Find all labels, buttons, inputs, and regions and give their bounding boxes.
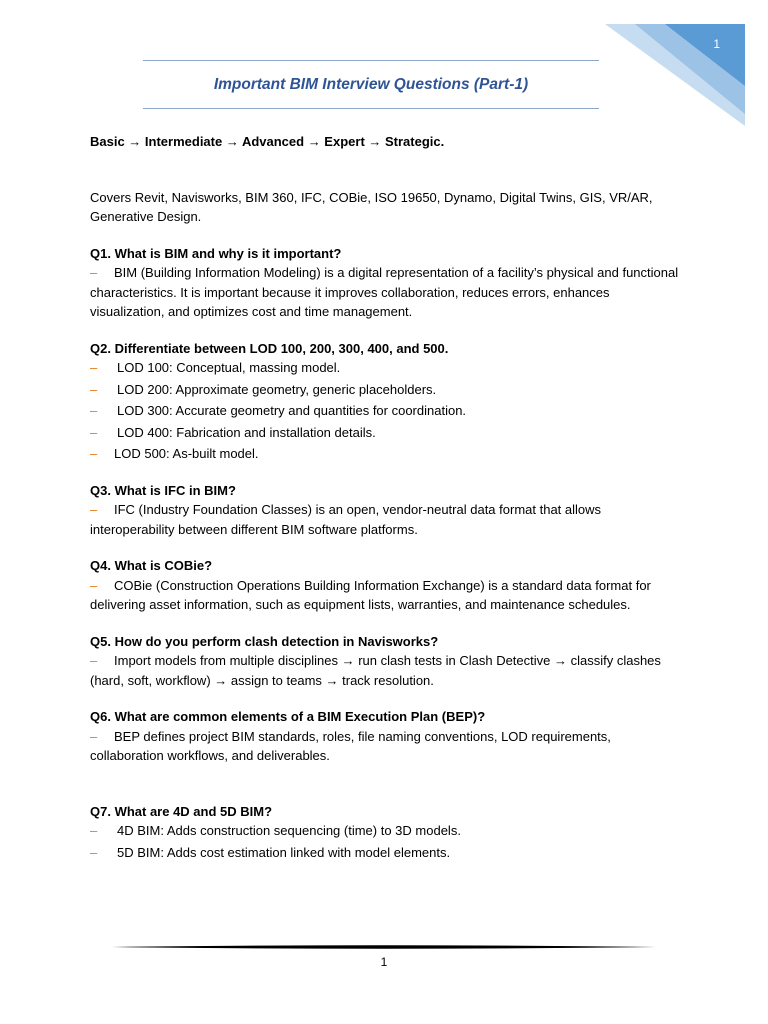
list-item [90,444,680,464]
dash-bullet: – [90,653,98,668]
page-title: Important BIM Interview Questions (Part-1) [213,76,529,93]
question-block-2 [90,339,680,464]
list-item [90,843,680,863]
dash-bullet: – [90,381,98,397]
list-item-text: 5D BIM: Adds cost estimation linked with model elements. [117,844,451,860]
question-block-7 [90,802,680,863]
question-heading: Q5. How do you perform clash detection in Navisworks? [90,633,439,649]
corner-page-number: 1 [713,37,720,51]
list-item-text: 4D BIM: Adds construction sequencing (time) to 3D models. [117,823,461,838]
answer-text [90,576,680,615]
question-block-6 [90,707,680,766]
question-block-3 [90,481,680,540]
dash-bullet: – [90,728,98,744]
dash-bullet: – [90,424,98,440]
list-item-text: LOD 100: Conceptual, massing model. [117,360,341,375]
list-item [90,821,680,841]
coverage-text: Covers Revit, Navisworks, BIM 360, IFC, COBie, ISO 19650, Dynamo, Digital Twins, GIS, VR/AR, Generative Design. [90,189,653,224]
footer-rule-stroke [112,945,656,949]
question-block-5 [90,632,680,691]
title-rule-top [143,60,599,61]
answer-text [90,651,680,690]
document-body [90,132,680,879]
footer-rule [112,942,656,952]
question-heading: Q1. What is BIM and why is it important? [90,245,342,261]
question-heading: Q6. What are common elements of a BIM Execution Plan (BEP)? [90,709,486,724]
question-heading: Q7. What are 4D and 5D BIM? [90,803,273,819]
dash-bullet: – [90,502,98,517]
answer-body: BIM (Building Information Modeling) is a digital representation of a facility’s physical and functional characteristics. It is important because it improves collaboration, reduces errors, enhances visualization, and optimizes cost and time management. [90,265,679,319]
dash-bullet: – [90,360,98,375]
difficulty-levels: Basic → Intermediate → Advanced → Expert → Strategic. [90,134,445,149]
list-item-text: LOD 500: As-built model. [114,446,259,461]
answer-body: BEP defines project BIM standards, roles, file naming conventions, LOD requirements, collaboration workflows, and deliverables. [90,728,611,763]
dash-bullet: – [90,403,98,418]
list-item [90,358,680,378]
corner-decoration [605,24,745,126]
answer-text [90,727,680,766]
answer-text [90,263,680,322]
answer-text [90,500,680,539]
dash-bullet: – [90,265,98,280]
dash-bullet: – [90,844,98,860]
dash-bullet: – [90,446,98,461]
question-block-1 [90,244,680,322]
list-item-text: LOD 300: Accurate geometry and quantities for coordination. [117,403,467,418]
question-heading: Q4. What is COBie? [90,558,213,573]
answer-body: IFC (Industry Foundation Classes) is an open, vendor-neutral data format that allows interoperability between different BIM software platforms. [90,502,602,537]
question-heading: Q3. What is IFC in BIM? [90,482,236,498]
title-rule-bottom [143,108,599,109]
list-item [90,423,680,443]
dash-bullet: – [90,823,98,838]
list-item-text: LOD 400: Fabrication and installation details. [117,424,376,440]
answer-body: COBie (Construction Operations Building Information Exchange) is a standard data format for delivering asset information, such as equipment lists, warranties, and maintenance schedules. [90,577,651,612]
footer-page-number: 1 [380,955,388,969]
list-item [90,380,680,400]
question-block-4 [90,556,680,615]
answer-body: Import models from multiple disciplines → run clash tests in Clash Detective → classify clashes (hard, soft, workflow) → assign to teams → track resolution. [90,653,661,688]
list-item-text: LOD 200: Approximate geometry, generic placeholders. [117,381,437,397]
list-item [90,401,680,421]
question-heading: Q2. Differentiate between LOD 100, 200, 300, 400, and 500. [90,340,449,356]
dash-bullet: – [90,577,98,593]
